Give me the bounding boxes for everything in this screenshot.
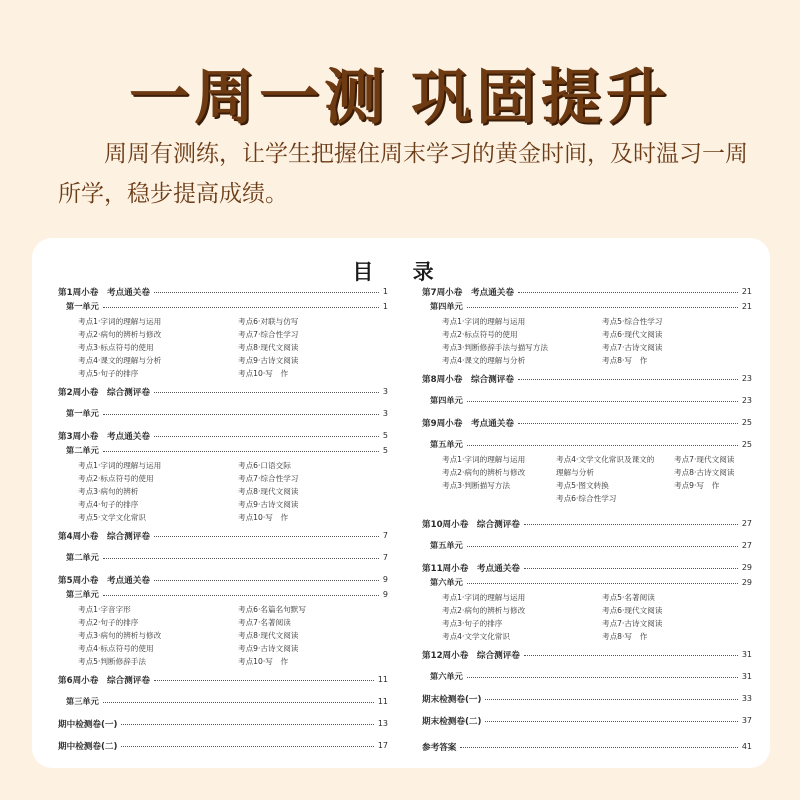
toc-entry[interactable]: 期末检测卷(一) 33 — [422, 694, 752, 705]
toc-unit[interactable]: 第五单元 27 — [430, 540, 752, 550]
headline-part2: 巩固提升 — [411, 63, 671, 133]
toc-title: 目 录 — [352, 260, 450, 284]
toc-unit[interactable]: 第一单元 1 — [66, 301, 388, 311]
toc-right-column — [422, 284, 752, 754]
toc-entry[interactable]: 参考答案 41 — [422, 742, 752, 753]
topic-item: 考点5·图文转换 — [556, 481, 609, 490]
topic-item: 考点2·病句的辨析与修改 — [442, 606, 526, 615]
topic-item: 理解与分析 — [556, 468, 594, 477]
toc-unit[interactable]: 第三单元 9 — [66, 589, 388, 599]
topic-item: 考点6·综合性学习 — [556, 494, 617, 503]
topic-list — [422, 454, 752, 505]
topic-item: 考点4·课文的理解与分析 — [442, 356, 526, 365]
topic-item: 考点2·句子的排序 — [78, 618, 139, 627]
toc-entry[interactable]: 第9周小卷 考点通关卷 25 — [422, 418, 752, 429]
toc-unit[interactable]: 第五单元 25 — [430, 439, 752, 449]
toc-left-column — [58, 284, 388, 753]
topic-item: 考点3·判断描写方法 — [442, 481, 510, 490]
topic-item: 考点8·现代文阅读 — [238, 487, 299, 496]
headline-part1: 一周一测 — [129, 63, 389, 133]
topic-list — [422, 592, 752, 643]
topic-item: 考点2·病句的辨析与修改 — [442, 468, 526, 477]
topic-item: 考点5·文学文化常识 — [78, 513, 146, 522]
topic-item: 考点3·病句的辨析 — [78, 487, 139, 496]
toc-entry[interactable]: 第5周小卷 考点通关卷 9 — [58, 575, 388, 586]
topic-item: 考点7·现代文阅读 — [674, 455, 735, 464]
toc-entry[interactable]: 第6周小卷 综合测评卷 11 — [58, 675, 388, 686]
topic-item: 考点1·字词的理解与运用 — [78, 461, 162, 470]
topic-item: 考点2·病句的辨析与修改 — [78, 330, 162, 339]
topic-item: 考点7·古诗文阅读 — [602, 343, 663, 352]
topic-item: 考点1·字词的理解与运用 — [78, 317, 162, 326]
topic-item: 考点10·写 作 — [238, 657, 289, 666]
toc-entry[interactable]: 期中检测卷(一) 13 — [58, 719, 388, 730]
topic-item: 考点1·字词的理解与运用 — [442, 455, 526, 464]
topic-item: 考点10·写 作 — [238, 369, 289, 378]
toc-entry[interactable]: 第3周小卷 考点通关卷 5 — [58, 431, 388, 442]
topic-item: 考点9·古诗文阅读 — [238, 356, 299, 365]
topic-item: 考点1·字音字形 — [78, 605, 131, 614]
topic-item: 考点8·现代文阅读 — [238, 631, 299, 640]
topic-list — [58, 604, 388, 668]
topic-item: 考点8·古诗文阅读 — [674, 468, 735, 477]
topic-item: 考点3·句子的排序 — [442, 619, 503, 628]
toc-entry[interactable]: 第12周小卷 综合测评卷 31 — [422, 650, 752, 661]
topic-list — [58, 316, 388, 380]
topic-item: 考点2·标点符号的使用 — [442, 330, 518, 339]
topic-item — [674, 493, 774, 505]
toc-entry[interactable]: 第11周小卷 考点通关卷 29 — [422, 563, 752, 574]
topic-item: 考点3·标点符号的使用 — [78, 343, 154, 352]
toc-entry[interactable]: 第1周小卷 考点通关卷 1 — [58, 287, 388, 298]
topic-item: 考点4·文学文化常识 — [442, 632, 510, 641]
toc-unit[interactable]: 第三单元 11 — [66, 696, 388, 706]
topic-item: 考点7·综合性学习 — [238, 330, 299, 339]
topic-item — [442, 493, 556, 505]
topic-item: 考点8·现代文阅读 — [238, 343, 299, 352]
topic-list — [58, 460, 388, 524]
topic-item: 考点7·综合性学习 — [238, 474, 299, 483]
topic-item: 考点3·判断修辞手法与描写方法 — [442, 343, 548, 352]
topic-item: 考点4·文学文化常识及课文的 — [556, 455, 655, 464]
headline — [0, 50, 800, 136]
toc-entry[interactable]: 第10周小卷 综合测评卷 27 — [422, 519, 752, 530]
topic-item: 考点3·病句的辨析与修改 — [78, 631, 162, 640]
topic-item: 考点5·综合性学习 — [602, 317, 663, 326]
topic-item: 考点1·字词的理解与运用 — [442, 593, 526, 602]
toc-entry[interactable]: 第2周小卷 综合测评卷 3 — [58, 387, 388, 398]
toc-card — [32, 238, 770, 768]
toc-unit[interactable]: 第四单元 23 — [430, 395, 752, 405]
toc-unit[interactable]: 第四单元 21 — [430, 301, 752, 311]
toc-entry[interactable]: 第7周小卷 考点通关卷 21 — [422, 287, 752, 298]
toc-unit[interactable]: 第一单元 3 — [66, 408, 388, 418]
topic-item: 考点4·句子的排序 — [78, 500, 139, 509]
topic-item: 考点6·名篇名句默写 — [238, 605, 306, 614]
topic-item: 考点6·对联与仿写 — [238, 317, 299, 326]
topic-item: 考点8·写 作 — [602, 356, 648, 365]
toc-entry[interactable]: 期末检测卷(二) 37 — [422, 716, 752, 727]
topic-item: 考点2·标点符号的使用 — [78, 474, 154, 483]
topic-item: 考点6·现代文阅读 — [602, 606, 663, 615]
topic-item: 考点9·写 作 — [674, 481, 720, 490]
topic-item: 考点5·判断修辞手法 — [78, 657, 146, 666]
intro-text: 周周有测练，让学生把握住周末学习的黄金时间，及时温习一周所学，稳步提高成绩。 — [58, 141, 748, 207]
topic-item: 考点8·写 作 — [602, 632, 648, 641]
toc-unit[interactable]: 第二单元 7 — [66, 552, 388, 562]
toc-unit[interactable]: 第六单元 31 — [430, 671, 752, 681]
toc-entry[interactable]: 第4周小卷 综合测评卷 7 — [58, 531, 388, 542]
topic-item: 考点4·课文的理解与分析 — [78, 356, 162, 365]
toc-unit[interactable]: 第六单元 29 — [430, 577, 752, 587]
toc-entry[interactable]: 第8周小卷 综合测评卷 23 — [422, 374, 752, 385]
topic-item: 考点1·字词的理解与运用 — [442, 317, 526, 326]
topic-item: 考点5·句子的排序 — [78, 369, 139, 378]
topic-item: 考点7·名著阅读 — [238, 618, 291, 627]
topic-item: 考点10·写 作 — [238, 513, 289, 522]
toc-unit[interactable]: 第二单元 5 — [66, 445, 388, 455]
topic-item: 考点9·古诗文阅读 — [238, 500, 299, 509]
topic-item: 考点5·名著阅读 — [602, 593, 655, 602]
topic-item: 考点4·标点符号的使用 — [78, 644, 154, 653]
topic-list — [422, 316, 752, 367]
topic-item: 考点6·口语交际 — [238, 461, 291, 470]
topic-item: 考点7·古诗文阅读 — [602, 619, 663, 628]
topic-item: 考点6·现代文阅读 — [602, 330, 663, 339]
topic-item: 考点9·古诗文阅读 — [238, 644, 299, 653]
toc-entry[interactable]: 期中检测卷(二) 17 — [58, 741, 388, 752]
